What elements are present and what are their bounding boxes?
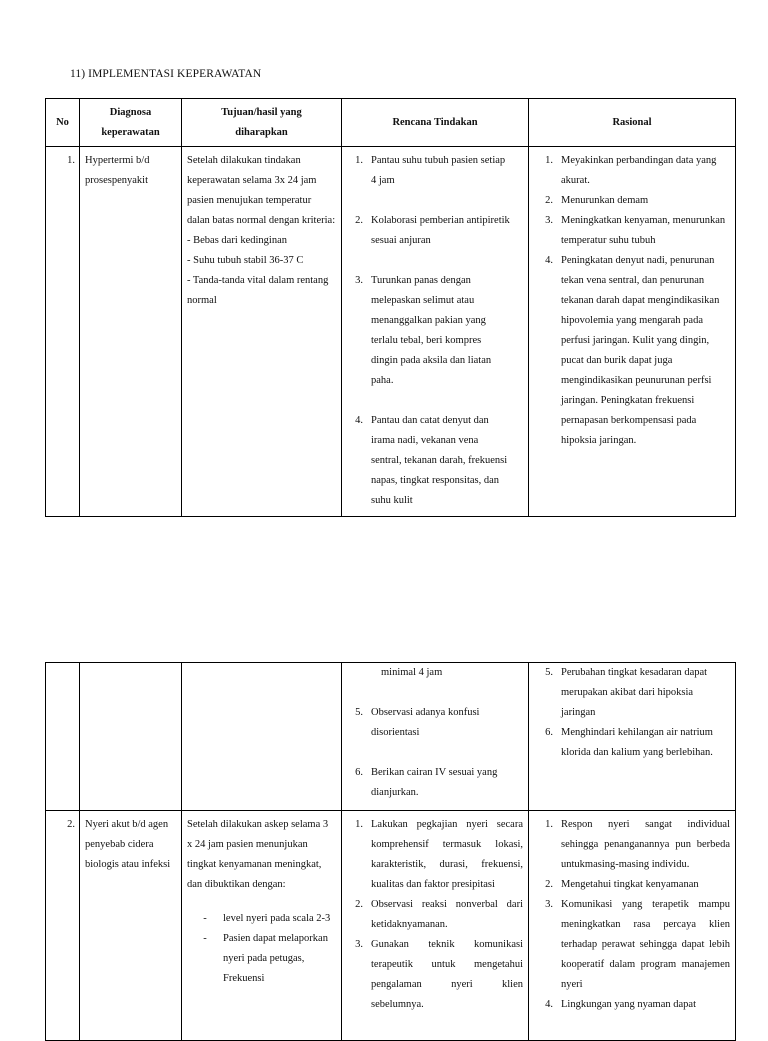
rencana-cell: minimal 4 jam 5. Observasi adanya konfusi disorientasi 6. Berikan cairan IV sesuai yang dianjurkan.: [342, 663, 528, 807]
care-plan-table-page-2: [45, 662, 736, 1041]
diagnosa-cell: Nyeri akut b/d agen penyebab cidera biologis atau infeksi: [85, 819, 171, 870]
header-rasional: Rasional: [529, 99, 736, 147]
table-header-row: [46, 99, 736, 147]
table-row: [46, 147, 736, 517]
list-item: - Pasien dapat melaporkan nyeri pada petugas, Frekuensi: [203, 933, 328, 984]
rasional-cell: [529, 147, 735, 455]
list-item: 4. Peningkatan denyut nadi, penurunan tekan vena sentral, dan penurunan tekanan darah dapat mengindikasikan hipovolemia yang mengarah pada perfusi jaringan. Kulit yang dingin, pucat dan burik dapat juga mengindikasikan peunurunan perfsi jaringan. Peningkatan frekuensi pernapasan berkompensasi pada hipoksia jaringan.: [545, 255, 720, 446]
list-item: 1. Respon nyeri sangat individual sehingga penanganannya pun berbeda untukmasing-masing individu.: [545, 819, 730, 870]
list-item: 3. Meningkatkan kenyaman, menurunkan temperatur suhu tubuh: [545, 215, 726, 246]
rencana-cell: [342, 811, 528, 1019]
list-item: - level nyeri pada scala 2-3: [203, 913, 331, 924]
header-no: No: [46, 99, 80, 147]
diagnosa-cell: Hypertermi b/d prosespenyakit: [85, 155, 150, 186]
care-plan-table-page-1: [45, 98, 736, 517]
list-item: 4. Lingkungan yang nyaman dapat: [545, 999, 697, 1010]
row-number: 2.: [67, 819, 75, 830]
list-item: 5. Observasi adanya konfusi disorientasi: [355, 707, 480, 738]
row-number: 1.: [67, 155, 75, 166]
list-item: 2. Menurunkan demam: [545, 195, 649, 206]
rasional-cell: [529, 811, 735, 1019]
list-item: 1. Meyakinkan perbandingan data yang akurat.: [545, 155, 717, 186]
list-item: 2. Kolaborasi pemberian antipiretik sesuai anjuran: [355, 215, 510, 246]
list-item: 4. Pantau dan catat denyut dan irama nadi, vekanan vena sentral, tekanan darah, frekuensi napas, tingkat responsitas, dan suhu kulit: [355, 415, 508, 506]
list-item: 3. Komunikasi yang terapetik mampu meningkatkan rasa percaya klien terhadap perawat sehingga dapat lebih kooperatif dalam program manajemen nyeri: [545, 899, 730, 990]
header-diagnosa: Diagnosa keperawatan: [80, 99, 182, 147]
table-row: [46, 663, 736, 811]
tujuan-cell: Setelah dilakukan tindakan keperawatan selama 3x 24 jam pasien menujukan temperatur dalan batas normal dengan kriteria: - Bebas dari kedinginan - Suhu tubuh stabil 36-37 C - Tanda-tanda vital dalam rentang normal: [187, 155, 336, 306]
header-rencana: Rencana Tindakan: [342, 99, 529, 147]
section-heading: 11) IMPLEMENTASI KEPERAWATAN: [70, 68, 262, 80]
tujuan-cell: Setelah dilakukan askep selama 3 x 24 jam pasien menunjukan tingkat kenyamanan meningkat, dan dibuktikan dengan: - level nyeri pada scala 2-3 - Pasien dapat melaporkan nyeri pada petugas, Frekuensi: [182, 811, 341, 993]
list-item: 1. Pantau suhu tubuh pasien setiap 4 jam: [355, 155, 506, 186]
list-item: 1. Lakukan pegkajian nyeri secara komprehensif termasuk lokasi, karakteristik, durasi, frekuensi, kualitas dan faktor presipitasi: [355, 819, 523, 890]
rasional-cell: [529, 663, 735, 767]
table-row: [46, 811, 736, 1041]
list-item: 6. Menghindari kehilangan air natrium klorida dan kalium yang berlebihan.: [545, 727, 713, 758]
list-item: 5. Perubahan tingkat kesadaran dapat merupakan akibat dari hipoksia jaringan: [545, 667, 708, 718]
list-item: 2. Mengetahui tingkat kenyamanan: [545, 879, 699, 890]
list-item: 6. Berikan cairan IV sesuai yang dianjurkan.: [355, 767, 498, 798]
list-item: 3. Gunakan teknik komunikasi terapeutik untuk mengetahui pengalaman nyeri klien sebelumnya.: [355, 939, 523, 1010]
header-tujuan: Tujuan/hasil yang diharapkan: [182, 99, 342, 147]
list-item: 2. Observasi reaksi nonverbal dari ketidaknyamanan.: [355, 899, 523, 930]
list-item: 3. Turunkan panas dengan melepaskan selimut atau menanggalkan pakian yang terlalu tebal, beri kompres dingin pada aksila dan liatan paha.: [355, 275, 492, 386]
rencana-cell: [342, 147, 528, 515]
